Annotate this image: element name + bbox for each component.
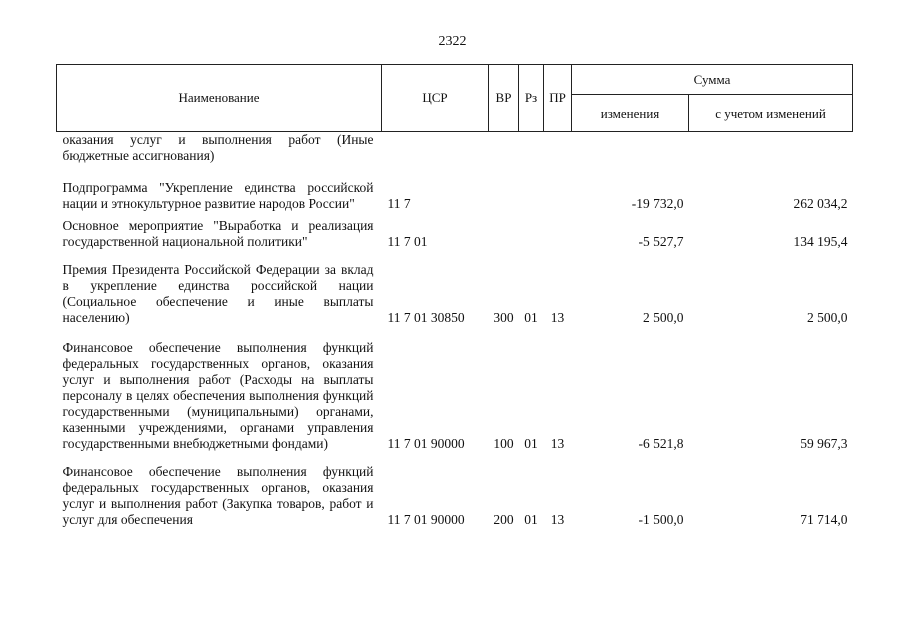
row-rz — [519, 212, 544, 250]
budget-table — [56, 64, 853, 528]
row-pr — [544, 164, 572, 212]
row-change: -6 521,8 — [638, 436, 684, 451]
row-change — [572, 132, 689, 165]
row-pr: 13 — [550, 512, 565, 527]
row-rz — [519, 132, 544, 165]
row-name: Премия Президента Российской Федерации за вклад в укрепление единства российской нации (Социальное обеспечение и иные выплаты населению) — [62, 262, 374, 325]
row-csr — [382, 132, 489, 165]
row-total: 71 714,0 — [800, 512, 848, 527]
row-csr: 11 7 — [387, 196, 411, 211]
row-pr — [544, 212, 572, 250]
row-name: Финансовое обеспечение выполнения функций федеральных государственных органов, оказания услуг и выполнения работ (Закупка товаров, работ и услуг для обеспечения — [62, 464, 374, 527]
table-row — [57, 452, 853, 528]
row-name: оказания услуг и выполнения работ (Иные бюджетные ассигнования) — [62, 132, 374, 163]
header-name: Наименование — [57, 65, 382, 132]
header-with-changes: с учетом изменений — [689, 95, 853, 132]
row-change: 2 500,0 — [643, 310, 684, 325]
page-number: 2322 — [438, 34, 467, 49]
row-rz: 01 — [524, 512, 538, 527]
table-row — [57, 164, 853, 212]
row-change: -19 732,0 — [631, 196, 684, 211]
row-vr — [489, 164, 519, 212]
header-vr: ВР — [489, 65, 519, 132]
row-total — [689, 132, 853, 165]
table-row — [57, 132, 853, 165]
row-rz: 01 — [524, 310, 538, 325]
row-vr — [489, 212, 519, 250]
row-csr: 11 7 01 — [387, 234, 428, 249]
row-pr: 13 — [550, 436, 565, 451]
row-vr — [489, 132, 519, 165]
row-vr: 300 — [493, 310, 514, 325]
row-total: 262 034,2 — [793, 196, 848, 211]
row-vr: 200 — [493, 512, 514, 527]
row-total: 134 195,4 — [793, 234, 848, 249]
row-total: 2 500,0 — [807, 310, 848, 325]
table-row — [57, 250, 853, 326]
row-total: 59 967,3 — [800, 436, 848, 451]
row-pr — [544, 132, 572, 165]
header-pr: ПР — [544, 65, 572, 132]
row-csr: 11 7 01 90000 — [387, 436, 465, 451]
row-change: -1 500,0 — [638, 512, 684, 527]
row-pr: 13 — [550, 310, 565, 325]
row-rz — [519, 164, 544, 212]
row-rz: 01 — [524, 436, 538, 451]
row-name: Основное мероприятие "Выработка и реализация государственной национальной политики" — [62, 218, 374, 249]
row-csr: 11 7 01 90000 — [387, 512, 465, 527]
row-change: -5 527,7 — [638, 234, 684, 249]
header-csr: ЦСР — [382, 65, 489, 132]
table-row — [57, 212, 853, 250]
row-csr: 11 7 01 30850 — [387, 310, 465, 325]
header-sum: Сумма — [572, 65, 853, 95]
table-row — [57, 326, 853, 452]
row-vr: 100 — [493, 436, 514, 451]
row-name: Подпрограмма "Укрепление единства российской нации и этнокультурное развитие народов России" — [62, 180, 374, 211]
header-change: изменения — [572, 95, 689, 132]
row-name: Финансовое обеспечение выполнения функций федеральных государственных органов, оказания услуг и выполнения работ (Расходы на выплаты персоналу в целях обеспечения выполнения функций государственными (муниципальными) органами, казенными учреждениями, органами управления государственными внебюджетными фондами) — [62, 340, 374, 451]
header-rz: Рз — [519, 65, 544, 132]
table-body — [57, 132, 853, 529]
table-header — [57, 65, 853, 132]
